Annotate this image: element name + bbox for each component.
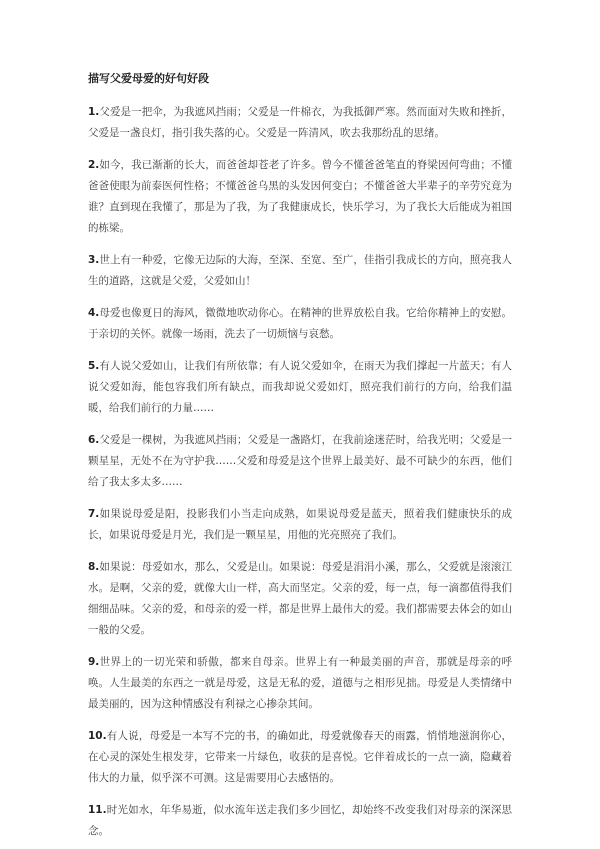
- paragraph: [88, 652, 512, 715]
- paragraph-text: 有人说父爱如山，让我们有所依靠；有人说父爱如伞，在雨天为我们撑起一片蓝天；有人说父爱如海，能包容我们所有缺点，而我却说父爱如灯，照亮我们前行的方向，给我们温暖，给我们前行的力量……: [88, 360, 512, 414]
- paragraph: [88, 800, 512, 842]
- paragraph-number: 8.: [88, 561, 100, 573]
- paragraph: [88, 102, 512, 144]
- paragraph-text: 如果说：母爱如水，那么，父爱是山。如果说：母爱是涓涓小溪，那么，父爱就是滚滚江水。是啊，父亲的爱，就像大山一样，高大而坚定。父亲的爱，每一点，每一滴都值得我们细细品味。父亲的爱，和母亲的爱一样，都是世界上最伟大的爱。我们都需要去体会的如山一般的父爱。: [88, 561, 512, 636]
- document-title: 描写父爱母爱的好句好段: [88, 72, 209, 85]
- paragraph-number: 2.: [88, 159, 100, 171]
- paragraph: [88, 557, 512, 641]
- paragraph-text: 如今，我已渐渐的长大，而爸爸却苍老了许多。曾今不懂爸爸笔直的脊梁因何弯曲；不懂爸爸使眼为前泰医何性格；不懂爸爸乌黑的头发因何变白；不懂爸爸大半辈子的辛劳究竟为谁？直到现在我懂了，那是为了我，为了我健康成长，快乐学习，为了我长大后能成为祖国的栋梁。: [88, 159, 512, 234]
- paragraph: [88, 155, 512, 239]
- paragraph-text: 如果说母爱是阳，投影我们小当走向成熟，如果说母爱是蓝天，照着我们健康快乐的成长，如果说母爱是月光，我们是一颗星星，用他的光亮照亮了我们。: [88, 508, 512, 541]
- paragraph-number: 11.: [88, 804, 107, 816]
- paragraph-number: 9.: [88, 656, 100, 668]
- paragraph: [88, 303, 512, 345]
- paragraph-number: 1.: [88, 106, 100, 118]
- paragraph-number: 3.: [88, 254, 100, 266]
- paragraph-text: 母爱也像夏日的海风，微微地吹动你心。在精神的世界放松自我。它给你精神上的安慰。于亲切的关怀。就像一场雨，洗去了一切烦恼与哀愁。: [88, 307, 512, 340]
- paragraph-text: 有人说，母爱是一本写不完的书，的确如此，母爱就像春天的雨露，悄悄地滋润你心，在心灵的深处生根发芽，它带来一片绿色，收获的是喜悦。它伴着成长的一点一滴，隐藏着伟大的力量，似乎深不可测。这是需要用心去感悟的。: [88, 730, 512, 784]
- paragraph-number: 7.: [88, 508, 100, 520]
- paragraph: [88, 504, 512, 546]
- paragraph-text: 世界上的一切光荣和骄傲，都来自母亲。世界上有一种最美丽的声音，那就是母亲的呼唤。人生最美的东西之一就是母爱，这是无私的爱，道德与之相形见拙。母爱是人类情绪中最美丽的，因为这种情感没有利禄之心掺杂其间。: [88, 656, 512, 710]
- paragraph: [88, 430, 512, 493]
- paragraph: [88, 726, 512, 789]
- paragraph: [88, 250, 512, 292]
- paragraph-text: 世上有一种爱，它像无边际的大海，至深、至宽、至广，佳指引我成长的方向，照亮我人生的道路，这就是父爱，父爱如山！: [88, 254, 512, 287]
- paragraph-number: 4.: [88, 307, 100, 319]
- paragraph-number: 5.: [88, 360, 100, 372]
- paragraph-text: 时光如水，年华易逝，似水流年送走我们多少回忆，却始终不改变我们对母亲的深深思念。: [88, 804, 512, 837]
- paragraph-text: 父爱是一把伞，为我遮风挡雨；父爱是一件棉衣，为我抵御严寒。然而面对失败和挫折，父爱是一盏良灯，指引我失落的心。父爱是一阵清风，吹去我那纷乱的思绪。: [88, 106, 512, 139]
- paragraph-text: 父爱是一棵树，为我遮风挡雨；父爱是一盏路灯，在我前途迷茫时，给我光明；父爱是一颗星星，无处不在为守护我……父爱和母爱是这个世界上最美好、最不可缺少的东西，他们给了我太多太多……: [88, 434, 512, 488]
- paragraph: [88, 356, 512, 419]
- paragraph-number: 10.: [88, 730, 107, 742]
- paragraph-number: 6.: [88, 434, 100, 446]
